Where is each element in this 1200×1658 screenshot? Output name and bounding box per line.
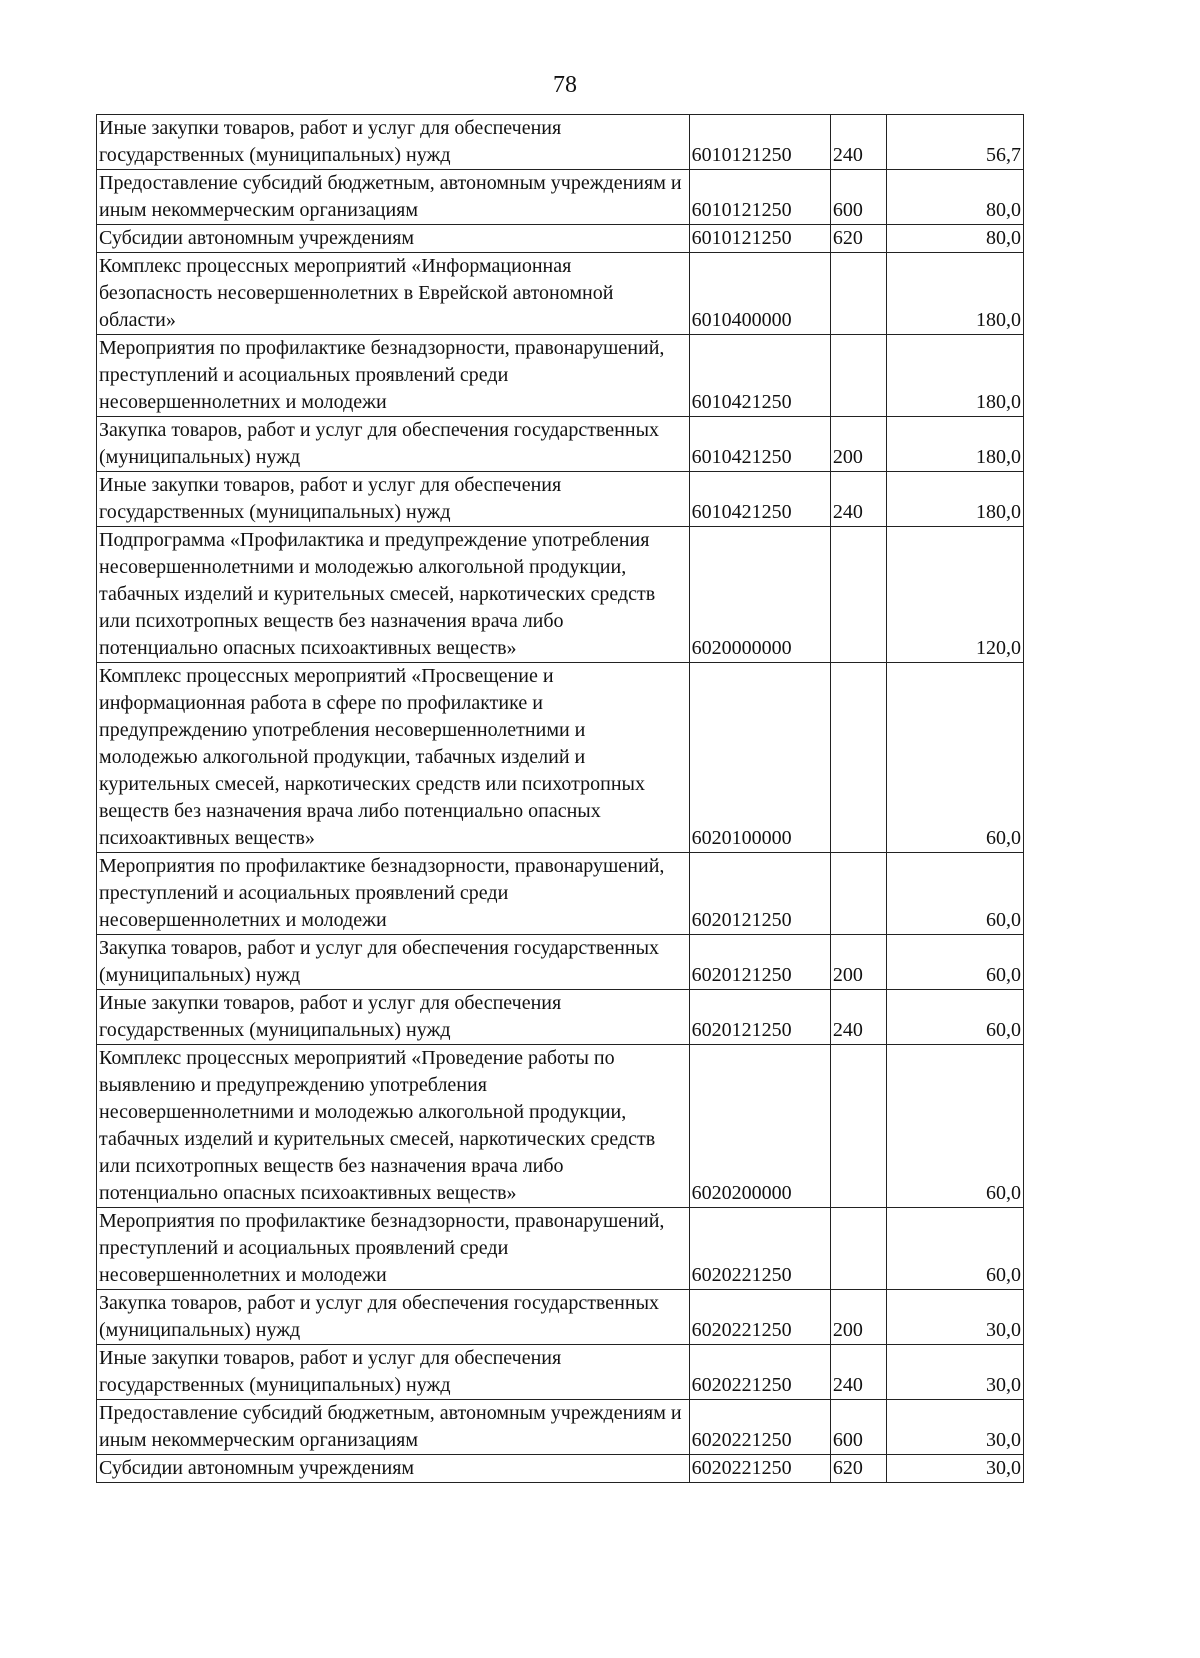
- row-code: 6020221250: [689, 1455, 830, 1483]
- row-sum: 80,0: [886, 225, 1023, 253]
- table-row: [97, 1208, 1024, 1290]
- row-sum: 30,0: [886, 1345, 1023, 1400]
- row-code: 6020121250: [689, 990, 830, 1045]
- row-name: Мероприятия по профилактике безнадзорности, правонарушений, преступлений и асоциальных проявлений среди несовершеннолетних и молодежи: [97, 335, 690, 417]
- row-name: Комплекс процессных мероприятий «Просвещение и информационная работа в сфере по профилактике и предупреждению употребления несовершеннолетними и молодежью алкогольной продукции, табачных изделий и курительных смесей, наркотических средств или психотропных веществ без назначения врача либо потенциально опасных психоактивных веществ»: [97, 663, 690, 853]
- row-expense-type: [830, 1208, 886, 1290]
- row-sum: 60,0: [886, 935, 1023, 990]
- row-code: 6020221250: [689, 1290, 830, 1345]
- row-sum: 80,0: [886, 170, 1023, 225]
- row-expense-type: 620: [830, 225, 886, 253]
- row-name: Предоставление субсидий бюджетным, автономным учреждениям и иным некоммерческим организациям: [97, 1400, 690, 1455]
- row-code: 6020200000: [689, 1045, 830, 1208]
- row-expense-type: 240: [830, 472, 886, 527]
- table-row: [97, 115, 1024, 170]
- row-expense-type: 240: [830, 115, 886, 170]
- row-name: Закупка товаров, работ и услуг для обеспечения государственных (муниципальных) нужд: [97, 417, 690, 472]
- row-name: Мероприятия по профилактике безнадзорности, правонарушений, преступлений и асоциальных проявлений среди несовершеннолетних и молодежи: [97, 1208, 690, 1290]
- row-name: Подпрограмма «Профилактика и предупреждение употребления несовершеннолетними и молодежью алкогольной продукции, табачных изделий и курительных смесей, наркотических средств или психотропных веществ без назначения врача либо потенциально опасных психоактивных веществ»: [97, 527, 690, 663]
- table-row: [97, 990, 1024, 1045]
- row-name: Иные закупки товаров, работ и услуг для обеспечения государственных (муниципальных) нужд: [97, 472, 690, 527]
- table-row: [97, 1455, 1024, 1483]
- row-sum: 56,7: [886, 115, 1023, 170]
- row-name: Иные закупки товаров, работ и услуг для обеспечения государственных (муниципальных) нужд: [97, 990, 690, 1045]
- table-row: [97, 170, 1024, 225]
- row-sum: 60,0: [886, 663, 1023, 853]
- row-sum: 120,0: [886, 527, 1023, 663]
- page-number: 78: [553, 72, 577, 98]
- row-expense-type: [830, 663, 886, 853]
- row-name: Мероприятия по профилактике безнадзорности, правонарушений, преступлений и асоциальных проявлений среди несовершеннолетних и молодежи: [97, 853, 690, 935]
- table-row: [97, 253, 1024, 335]
- row-code: 6020221250: [689, 1208, 830, 1290]
- row-code: 6010421250: [689, 417, 830, 472]
- table-row: [97, 1400, 1024, 1455]
- budget-table-body: [97, 115, 1024, 1483]
- row-expense-type: 200: [830, 935, 886, 990]
- row-code: 6020000000: [689, 527, 830, 663]
- row-expense-type: 240: [830, 990, 886, 1045]
- row-name: Субсидии автономным учреждениям: [97, 1455, 690, 1483]
- table-row: [97, 417, 1024, 472]
- row-code: 6020100000: [689, 663, 830, 853]
- row-expense-type: [830, 253, 886, 335]
- row-sum: 180,0: [886, 335, 1023, 417]
- row-expense-type: [830, 527, 886, 663]
- row-code: 6020121250: [689, 853, 830, 935]
- row-name: Комплекс процессных мероприятий «Информационная безопасность несовершеннолетних в Еврейской автономной области»: [97, 253, 690, 335]
- table-row: [97, 1345, 1024, 1400]
- row-expense-type: 600: [830, 170, 886, 225]
- table-row: [97, 1045, 1024, 1208]
- table-row: [97, 335, 1024, 417]
- row-code: 6020221250: [689, 1345, 830, 1400]
- row-code: 6020121250: [689, 935, 830, 990]
- row-name: Иные закупки товаров, работ и услуг для обеспечения государственных (муниципальных) нужд: [97, 115, 690, 170]
- row-code: 6010121250: [689, 170, 830, 225]
- row-code: 6010121250: [689, 115, 830, 170]
- row-name: Закупка товаров, работ и услуг для обеспечения государственных (муниципальных) нужд: [97, 935, 690, 990]
- row-sum: 30,0: [886, 1400, 1023, 1455]
- row-sum: 180,0: [886, 472, 1023, 527]
- row-sum: 30,0: [886, 1290, 1023, 1345]
- row-name: Предоставление субсидий бюджетным, автономным учреждениям и иным некоммерческим организациям: [97, 170, 690, 225]
- row-sum: 60,0: [886, 1045, 1023, 1208]
- row-code: 6010121250: [689, 225, 830, 253]
- row-code: 6010421250: [689, 472, 830, 527]
- row-expense-type: 200: [830, 417, 886, 472]
- row-code: 6010421250: [689, 335, 830, 417]
- budget-table: [96, 114, 1024, 1483]
- row-name: Иные закупки товаров, работ и услуг для обеспечения государственных (муниципальных) нужд: [97, 1345, 690, 1400]
- row-expense-type: [830, 335, 886, 417]
- table-row: [97, 527, 1024, 663]
- row-name: Комплекс процессных мероприятий «Проведение работы по выявлению и предупреждению употребления несовершеннолетними и молодежью алкогольной продукции, табачных изделий и курительных смесей, наркотических средств или психотропных веществ без назначения врача либо потенциально опасных психоактивных веществ»: [97, 1045, 690, 1208]
- row-sum: 60,0: [886, 990, 1023, 1045]
- row-code: 6010400000: [689, 253, 830, 335]
- table-row: [97, 472, 1024, 527]
- row-name: Субсидии автономным учреждениям: [97, 225, 690, 253]
- table-row: [97, 225, 1024, 253]
- row-expense-type: 240: [830, 1345, 886, 1400]
- table-row: [97, 1290, 1024, 1345]
- table-row: [97, 935, 1024, 990]
- row-name: Закупка товаров, работ и услуг для обеспечения государственных (муниципальных) нужд: [97, 1290, 690, 1345]
- row-sum: 180,0: [886, 417, 1023, 472]
- row-sum: 180,0: [886, 253, 1023, 335]
- row-expense-type: 600: [830, 1400, 886, 1455]
- row-expense-type: 620: [830, 1455, 886, 1483]
- table-row: [97, 853, 1024, 935]
- row-sum: 60,0: [886, 1208, 1023, 1290]
- row-sum: 60,0: [886, 853, 1023, 935]
- row-sum: 30,0: [886, 1455, 1023, 1483]
- row-expense-type: 200: [830, 1290, 886, 1345]
- row-expense-type: [830, 853, 886, 935]
- table-row: [97, 663, 1024, 853]
- row-expense-type: [830, 1045, 886, 1208]
- row-code: 6020221250: [689, 1400, 830, 1455]
